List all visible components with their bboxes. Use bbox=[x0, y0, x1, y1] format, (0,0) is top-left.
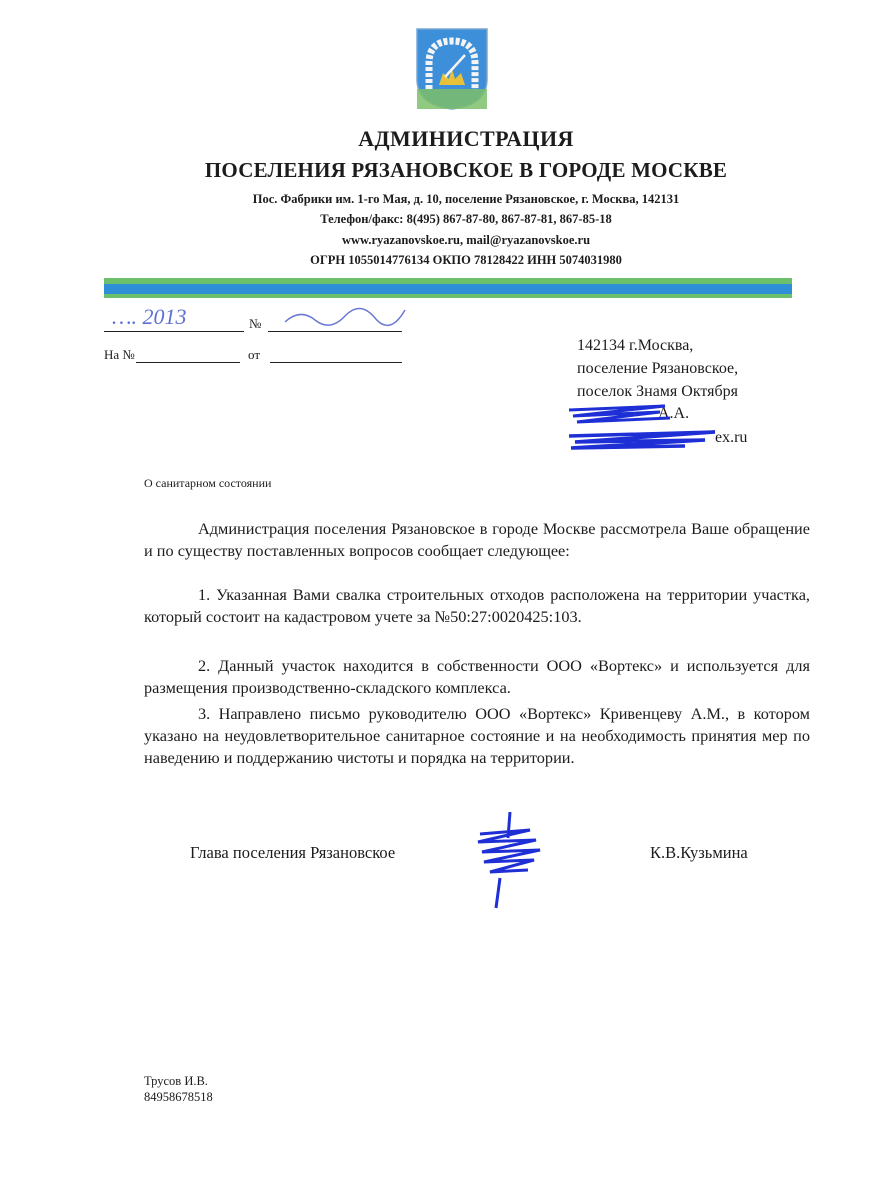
recipient-name: А.А. bbox=[658, 405, 690, 422]
ref-line bbox=[136, 361, 240, 363]
org-title: АДМИНИСТРАЦИЯ bbox=[358, 126, 574, 151]
recipient-email: ex.ru bbox=[715, 429, 748, 446]
org-phone: Телефон/факс: 8(495) 867-87-80, 867-87-81, 867-85-18 bbox=[320, 212, 612, 226]
letter-subject: О санитарном состоянии bbox=[144, 476, 272, 490]
org-address: Пос. Фабрики им. 1-го Мая, д. 10, поселение Рязановское, г. Москва, 142131 bbox=[252, 192, 680, 206]
org-codes: ОГРН 1055014776134 ОКПО 78128422 ИНН 5074031980 bbox=[310, 253, 622, 267]
header-band-blue bbox=[104, 284, 792, 294]
signature-scribble bbox=[470, 808, 550, 918]
number-label: № bbox=[249, 316, 262, 331]
body-paragraph-2: 1. Указанная Вами свалка строительных отходов расположена на территории участка, который состоит на кадастровом учете за №50:27:0020425:103. bbox=[144, 585, 810, 626]
coat-of-arms-icon bbox=[415, 27, 489, 111]
header-band-green-2 bbox=[104, 294, 792, 298]
signer-title: Глава поселения Рязановское bbox=[190, 843, 396, 862]
recipient-line-3: поселок Знамя Октября bbox=[577, 383, 739, 400]
number-line bbox=[268, 330, 402, 332]
date-line bbox=[104, 330, 244, 332]
body-paragraph-3: 2. Данный участок находится в собственности ООО «Вортекс» и используется для размещения производственно-складского комплекса. bbox=[144, 656, 810, 697]
from-line bbox=[270, 361, 402, 363]
handwritten-date: …. 2013 bbox=[112, 304, 187, 329]
body-paragraph-4: 3. Направлено письмо руководителю ООО «Вортекс» Кривенцеву А.М., в котором указано на неудовлетворительное санитарное состояние и на необходимость принятия мер по наведению и поддержанию чистоты и порядка на территории. bbox=[144, 704, 810, 767]
org-subtitle: ПОСЕЛЕНИЯ РЯЗАНОВСКОЕ В ГОРОДЕ МОСКВЕ bbox=[204, 158, 728, 182]
recipient-line-2: поселение Рязановское, bbox=[577, 360, 739, 377]
org-web: www.ryazanovskoe.ru, mail@ryazanovskoe.ru bbox=[341, 233, 591, 247]
executor-name: Трусов И.В. bbox=[144, 1074, 208, 1088]
handwritten-number-mark bbox=[280, 304, 410, 330]
from-label: от bbox=[248, 347, 261, 362]
recipient-line-1: 142134 г.Москва, bbox=[577, 337, 694, 354]
ref-label: На № bbox=[104, 347, 135, 362]
executor-phone: 84958678518 bbox=[144, 1090, 213, 1104]
body-paragraph-1: Администрация поселения Рязановское в городе Москве рассмотрела Ваше обращение и по существу поставленных вопросов сообщает следующее: bbox=[144, 519, 810, 560]
signer-name: К.В.Кузьмина bbox=[650, 843, 748, 862]
